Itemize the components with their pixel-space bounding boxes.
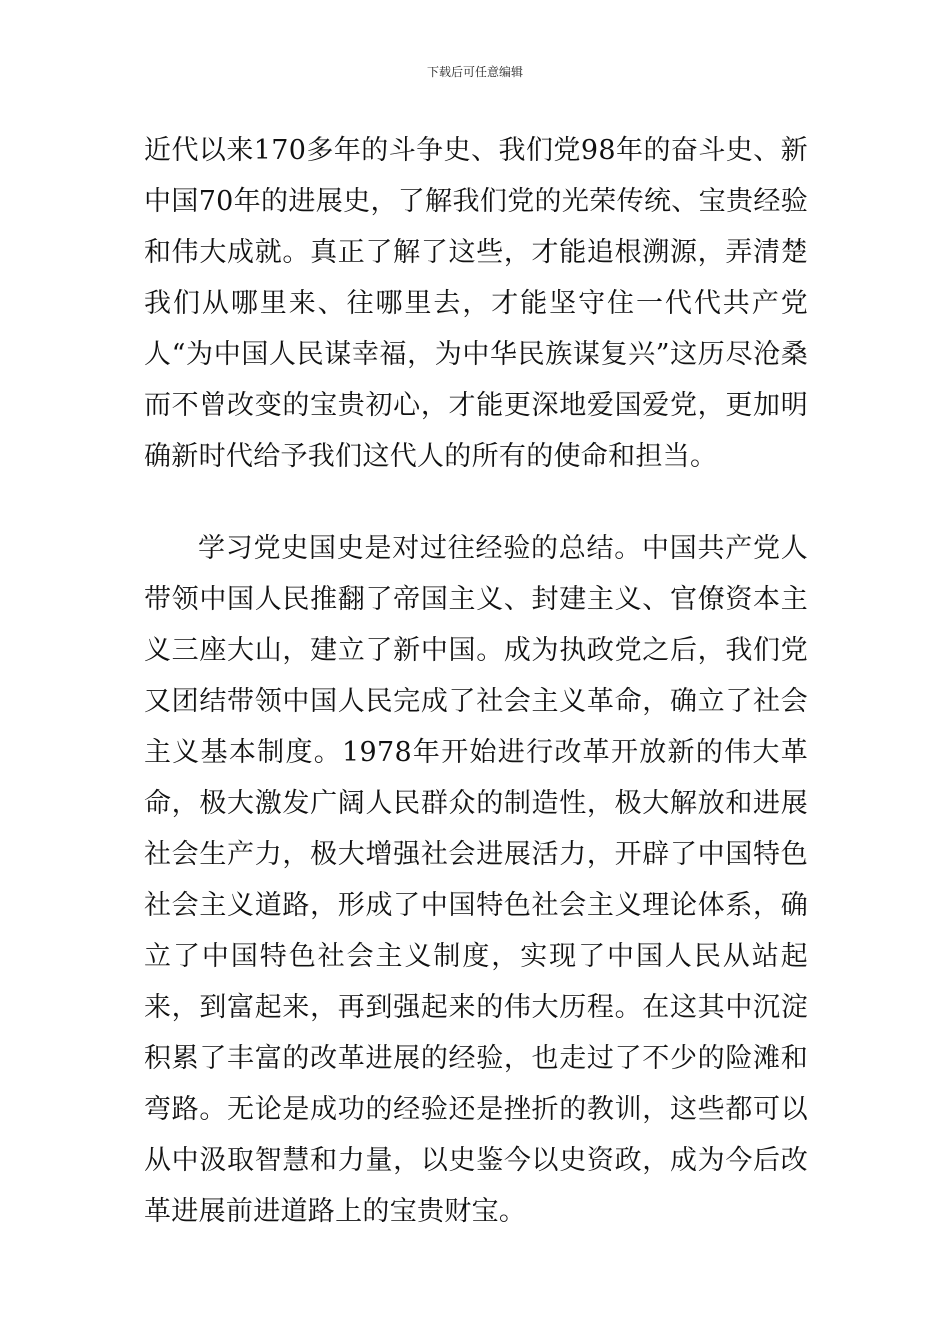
paragraph-2: 学习党史国史是对过往经验的总结。中国共产党人带领中国人民推翻了帝国主义、封建主义、官僚资本主义三座大山，建立了新中国。成为执政党之后，我们党又团结带领中国人民完成了社会主义革命，确立了社会主义基本制度。1978年开始进行改革开放新的伟大革命，极大激发广阔人民群众的制造性，极大解放和进展社会生产力，极大增强社会进展活力，开辟了中国特色社会主义道路，形成了中国特色社会主义理论体系，确立了中国特色社会主义制度，实现了中国人民从站起来，到富起来，再到强起来的伟大历程。在这其中沉淀积累了丰富的改革进展的经验，也走过了不少的险滩和弯路。无论是成功的经验还是挫折的教训，这些都可以从中汲取智慧和力量，以史鉴今以史资政，成为今后改革进展前进道路上的宝贵财宝。 (144, 533, 808, 1227)
page-header: 下载后可任意编辑 (426, 65, 523, 79)
paragraph-1: 近代以来170多年的斗争史、我们党98年的奋斗史、新中国70年的进展史，了解我们党的光荣传统、宝贵经验和伟大成就。真正了解了这些，才能追根溯源，弄清楚我们从哪里来、往哪里去，才能坚守住一代代共产党人“为中国人民谋幸福，为中华民族谋复兴”这历尽沧桑而不曾改变的宝贵初心，才能更深地爱国爱党，更加明确新时代给予我们这代人的所有的使命和担当。 (144, 135, 808, 472)
